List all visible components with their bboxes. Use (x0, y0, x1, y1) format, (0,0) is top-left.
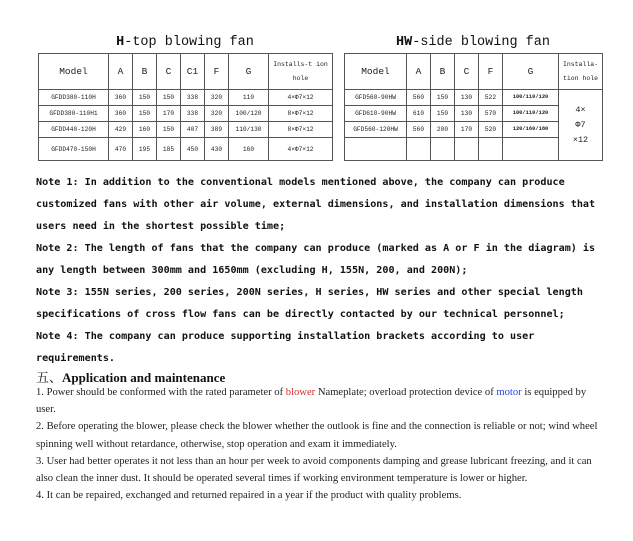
h-cell: 389 (205, 122, 229, 138)
hw-cell: 130 (455, 90, 479, 106)
hw-cell: GFD560-120HW (345, 122, 407, 138)
hw-install-line: Φ7 (575, 119, 586, 130)
h-cell: 429 (109, 122, 133, 138)
h-cell: 150 (157, 90, 181, 106)
h-cell: 150 (133, 106, 157, 122)
table-row (39, 122, 333, 138)
h-cell: GFDD380-110H (39, 90, 109, 106)
h-cell: GFDD470-150H (39, 138, 109, 161)
section-title-text: Application and maintenance (62, 370, 226, 385)
h-cell: 110 (229, 90, 269, 106)
maintenance-list (36, 384, 602, 504)
h-cell: 160 (229, 138, 269, 161)
hw-table-title-rest: -side blowing fan (412, 35, 550, 50)
hw-cell (503, 138, 559, 161)
hw-install-line: ×12 (572, 134, 589, 145)
maintenance-item-1-part-b: Nameplate; overload protection device of (315, 387, 497, 398)
h-cell: 185 (157, 138, 181, 161)
hw-side-blowing-fan-table (344, 53, 603, 161)
hw-table-title (344, 35, 602, 50)
maintenance-item-1-part-a: 1. Power should be conformed with the rated parameter of (36, 387, 286, 398)
hw-cell: 170 (455, 122, 479, 138)
hw-cell: 560 (407, 90, 431, 106)
section-number: 五、 (36, 370, 63, 385)
h-header-model: Model (39, 54, 109, 90)
note-4: Note 4: The company can produce supporting installation brackets according to user requirements. (36, 331, 535, 364)
notes-section (36, 172, 606, 370)
hw-header-c: C (455, 54, 479, 90)
hw-header-g: G (503, 54, 559, 90)
h-cell: 4×Φ7×12 (269, 90, 333, 106)
hw-header-model: Model (345, 54, 407, 90)
h-top-blowing-fan-table (38, 53, 333, 161)
hw-cell: 100/110/120 (503, 90, 559, 106)
h-cell: 170 (157, 106, 181, 122)
h-cell: 8×Φ7×12 (269, 122, 333, 138)
h-cell: 360 (109, 106, 133, 122)
hw-cell: 200 (431, 122, 455, 138)
note-1: Note 1: In addition to the conventional models mentioned above, the company can produce customized fans with other air volume, external dimensions, and installation dimensions that users need in the shortest possible time; (36, 177, 596, 232)
h-header-g: G (229, 54, 269, 90)
h-header-a: A (109, 54, 133, 90)
hw-cell: 560 (407, 122, 431, 138)
h-cell: 195 (133, 138, 157, 161)
hw-cell: 120/160/180 (503, 122, 559, 138)
hw-install-line: 4× (575, 104, 586, 115)
h-cell: GFDD440-120H (39, 122, 109, 138)
table-row (39, 138, 333, 161)
h-table-title-prefix: H (116, 35, 125, 50)
hw-cell: 130 (455, 106, 479, 122)
hw-cell: 520 (479, 122, 503, 138)
h-cell: 360 (109, 90, 133, 106)
hw-header-f: F (479, 54, 503, 90)
h-table-header-row (39, 54, 333, 90)
hw-cell: GFD560-90HW (345, 90, 407, 106)
h-cell: 470 (109, 138, 133, 161)
maintenance-item-3: 3. User had better operates it not less than an hour per week to avoid components damping and grease lubricant freezing, and it can also clean the inner dust. It should be operated several times if working environment temperature is lower or higher. (36, 455, 592, 485)
h-cell: GFDD380-110H1 (39, 106, 109, 122)
hw-cell (479, 138, 503, 161)
hw-cell (345, 138, 407, 161)
hw-cell (407, 138, 431, 161)
h-cell: 8×Φ7×12 (269, 106, 333, 122)
h-cell: 338 (181, 106, 205, 122)
table-row (39, 106, 333, 122)
h-cell: 320 (205, 90, 229, 106)
h-header-f: F (205, 54, 229, 90)
hw-table-header-row (345, 54, 603, 90)
hw-cell (455, 138, 479, 161)
blower-highlight: blower (285, 387, 316, 398)
hw-cell: 570 (479, 106, 503, 122)
h-cell: 100/120 (229, 106, 269, 122)
hw-cell: 100/110/120 (503, 106, 559, 122)
table-row (39, 90, 333, 106)
h-cell: 320 (205, 106, 229, 122)
h-cell: 338 (181, 90, 205, 106)
hw-cell (431, 138, 455, 161)
h-table-title (38, 35, 332, 50)
h-table-title-rest: -top blowing fan (124, 35, 254, 50)
h-cell: 110/130 (229, 122, 269, 138)
h-cell: 150 (133, 90, 157, 106)
maintenance-item-1 (36, 384, 602, 418)
maintenance-item-2: 2. Before operating the blower, please check the blower whether the outlook is fine and the connection is reliable or not; wind wheel spinning well without retardance, otherwise, stop operation and exam it immediately. (36, 421, 598, 450)
hw-cell: 150 (431, 106, 455, 122)
hw-install-hole-merged-cell (559, 90, 603, 161)
hw-cell: 610 (407, 106, 431, 122)
table-row (345, 90, 603, 106)
motor-highlight: motor (496, 387, 522, 398)
h-cell: 407 (181, 122, 205, 138)
h-cell: 450 (181, 138, 205, 161)
h-cell: 150 (157, 122, 181, 138)
note-2: Note 2: The length of fans that the company can produce (marked as A or F in the diagram) is any length between 300mm and 1650mm (excluding H, 155N, 200, and 200N); (36, 243, 596, 276)
h-cell: 430 (205, 138, 229, 161)
h-header-b: B (133, 54, 157, 90)
hw-table-title-prefix: HW (396, 35, 413, 50)
h-header-install-hole: Installs-t ion hole (269, 54, 333, 90)
hw-cell: 522 (479, 90, 503, 106)
hw-header-a: A (407, 54, 431, 90)
hw-cell: 150 (431, 90, 455, 106)
hw-header-install-hole: Installa- tion hole (559, 54, 603, 90)
maintenance-item-4: 4. It can be repaired, exchanged and returned repaired in a year if the product with quality problems. (36, 490, 462, 502)
hw-header-b: B (431, 54, 455, 90)
h-header-c: C (157, 54, 181, 90)
hw-cell: GFD610-90HW (345, 106, 407, 122)
note-3: Note 3: 155N series, 200 series, 200N series, H series, HW series and other special length specifications of cross flow fans can be directly contacted by our technical personnel; (36, 287, 583, 320)
h-cell: 160 (133, 122, 157, 138)
maintenance-item-1-part-c: is equipped by user. (36, 387, 587, 416)
h-cell: 4×Φ7×12 (269, 138, 333, 161)
h-header-c1: C1 (181, 54, 205, 90)
